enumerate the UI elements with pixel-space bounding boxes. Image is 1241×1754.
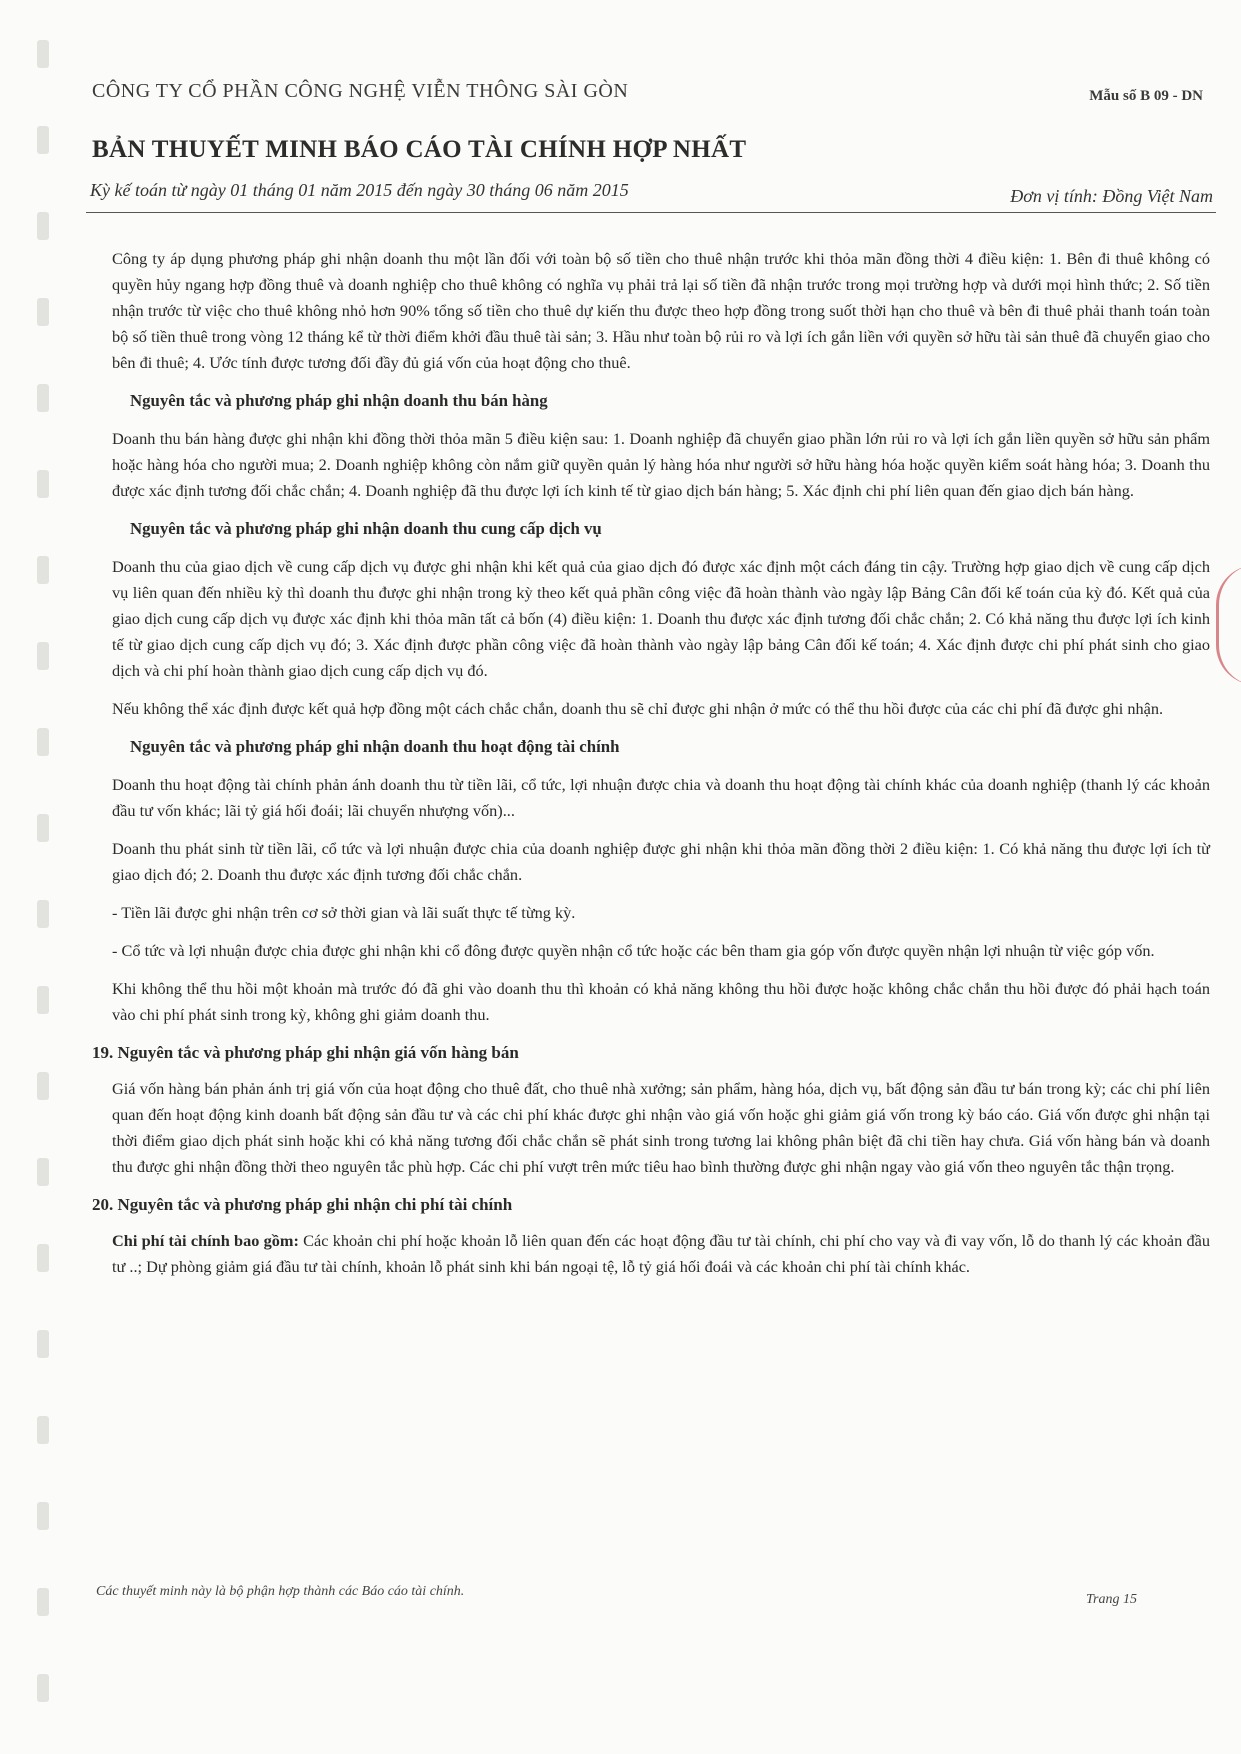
binding-holes xyxy=(34,40,52,1720)
stamp-edge xyxy=(1216,565,1241,685)
paragraph-financial-2: Doanh thu phát sinh từ tiền lãi, cổ tức và lợi nhuận được chia của doanh nghiệp được ghi nhận khi thỏa mãn đồng thời 2 điều kiện: 1. Có khả năng thu được lợi ích từ giao dịch đó; 2. Doanh thu được xác định tương đối chắc chắn. xyxy=(112,839,1210,884)
accounting-period: Kỳ kế toán từ ngày 01 tháng 01 năm 2015 đến ngày 30 tháng 06 năm 2015 xyxy=(90,180,629,200)
heading-section-20: 20. Nguyên tắc và phương pháp ghi nhận chi phí tài chính xyxy=(92,1195,513,1214)
heading-section-19: 19. Nguyên tắc và phương pháp ghi nhận giá vốn hàng bán xyxy=(92,1043,519,1062)
paragraph-section-19: Giá vốn hàng bán phản ánh trị giá vốn của hoạt động cho thuê đất, cho thuê nhà xưởng; sản phẩm, hàng hóa, dịch vụ, bất động sản đầu tư bán trong kỳ; các chi phí liên quan đến hoạt động kinh doanh bất động sản đầu tư và các chi phí khác được ghi nhận vào giá vốn hoặc ghi giảm giá vốn trong kỳ báo cáo. Giá vốn được ghi nhận tại thời điểm giao dịch phát sinh hoặc khi có khả năng tương đối chắc chắn sẽ phát sinh trong tương lai không phân biệt đã chi tiền hay chưa. Giá vốn hàng bán và doanh thu được ghi nhận đồng thời theo nguyên tắc phù hợp. Các chi phí vượt trên mức tiêu hao bình thường được ghi nhận ngay vào giá vốn theo nguyên tắc thận trọng. xyxy=(112,1079,1210,1176)
paragraph-service-revenue: Doanh thu của giao dịch về cung cấp dịch vụ được ghi nhận khi kết quả của giao dịch đó được xác định một cách đáng tin cậy. Trường hợp giao dịch về cung cấp dịch vụ liên quan đến nhiều kỳ thì doanh thu được ghi nhận trong kỳ theo kết quả phần công việc đã hoàn thành vào ngày lập Bảng Cân đối kế toán của kỳ đó. Kết quả của giao dịch cung cấp dịch vụ được xác định khi thỏa mãn tất cả bốn (4) điều kiện: 1. Doanh thu được xác định tương đối chắc chắn; 2. Có khả năng thu được lợi ích kinh tế từ giao dịch cung cấp dịch vụ đó; 3. Xác định được phần công việc đã hoàn thành vào ngày lập bảng Cân đối kế toán; 4. Xác định được chi phí phát sinh cho giao dịch và chi phí hoàn thành giao dịch cung cấp dịch vụ đó. xyxy=(112,557,1210,680)
page-number: Trang 15 xyxy=(1086,1592,1137,1607)
paragraph-financial-5: Khi không thể thu hồi một khoản mà trước đó đã ghi vào doanh thu thì khoản có khả năng không thu hồi được hoặc không chắc chắn thu hồi được đó phải hạch toán vào chi phí phát sinh trong kỳ, không ghi giảm doanh thu. xyxy=(112,979,1210,1024)
paragraph-section-20 xyxy=(112,1228,1210,1280)
heading-sales-revenue: Nguyên tắc và phương pháp ghi nhận doanh thu bán hàng xyxy=(130,391,548,410)
heading-service-revenue: Nguyên tắc và phương pháp ghi nhận doanh thu cung cấp dịch vụ xyxy=(130,519,602,538)
document-body xyxy=(92,246,1210,1292)
currency-unit: Đơn vị tính: Đồng Việt Nam xyxy=(1010,186,1213,206)
form-number: Mẫu số B 09 - DN xyxy=(1089,88,1203,104)
company-name: CÔNG TY CỔ PHẦN CÔNG NGHỆ VIỄN THÔNG SÀI GÒN xyxy=(92,80,629,102)
paragraph-financial-3: - Tiền lãi được ghi nhận trên cơ sở thời gian và lãi suất thực tế từng kỳ. xyxy=(112,903,576,922)
paragraph-uncertain-result: Nếu không thể xác định được kết quả hợp đồng một cách chắc chắn, doanh thu sẽ chỉ được ghi nhận ở mức có thể thu hồi được của các chi phí đã được ghi nhận. xyxy=(112,699,1164,718)
paragraph-financial-4: - Cổ tức và lợi nhuận được chia được ghi nhận khi cổ đông được quyền nhận cổ tức hoặc các bên tham gia góp vốn được quyền nhận lợi nhuận từ việc góp vốn. xyxy=(112,941,1155,960)
report-title: BẢN THUYẾT MINH BÁO CÁO TÀI CHÍNH HỢP NHẤT xyxy=(92,136,747,163)
paragraph-lease-revenue: Công ty áp dụng phương pháp ghi nhận doanh thu một lần đối với toàn bộ số tiền cho thuê nhận trước khi thỏa mãn đồng thời 4 điều kiện: 1. Bên đi thuê không có quyền hủy ngang hợp đồng thuê và doanh nghiệp cho thuê không có nghĩa vụ phải trả lại số tiền đã nhận trước trong mọi trường hợp và dưới mọi hình thức; 2. Số tiền nhận trước từ việc cho thuê không nhỏ hơn 90% tổng số tiền cho thuê dự kiến thu được theo hợp đồng trong suốt thời hạn cho thuê và bên đi thuê phải thanh toán toàn bộ số tiền thuê trong vòng 12 tháng kể từ thời điểm khởi đầu thuê tài sản; 3. Hầu như toàn bộ rủi ro và lợi ích gắn liền với quyền sở hữu tài sản thuê đã chuyển giao cho bên đi thuê; 4. Ước tính được tương đối đầy đủ giá vốn của hoạt động cho thuê. xyxy=(112,249,1210,372)
heading-financial-revenue: Nguyên tắc và phương pháp ghi nhận doanh thu hoạt động tài chính xyxy=(130,737,620,756)
footer-note: Các thuyết minh này là bộ phận hợp thành các Báo cáo tài chính. xyxy=(96,1584,465,1599)
paragraph-financial-1: Doanh thu hoạt động tài chính phản ánh doanh thu từ tiền lãi, cổ tức, lợi nhuận được chia và doanh thu hoạt động tài chính khác của doanh nghiệp (thanh lý các khoản đầu tư vốn khác; lãi tỷ giá hối đoái; lãi chuyển nhượng vốn)... xyxy=(112,775,1210,820)
header-divider xyxy=(86,212,1216,213)
paragraph-sales-revenue: Doanh thu bán hàng được ghi nhận khi đồng thời thỏa mãn 5 điều kiện sau: 1. Doanh nghiệp đã chuyển giao phần lớn rủi ro và lợi ích gắn liền quyền sở hữu sản phẩm hoặc hàng hóa cho người mua; 2. Doanh nghiệp không còn nắm giữ quyền quản lý hàng hóa như người sở hữu hàng hóa hoặc quyền kiểm soát hàng hóa; 3. Doanh thu được xác định tương đối chắc chắn; 4. Doanh nghiệp đã thu được lợi ích kinh tế từ giao dịch bán hàng; 5. Xác định chi phí liên quan đến giao dịch bán hàng. xyxy=(112,429,1210,500)
financial-expense-lead: Chi phí tài chính bao gồm: xyxy=(112,1231,299,1250)
financial-expense-text: Các khoản chi phí hoặc khoản lỗ liên quan đến các hoạt động đầu tư tài chính, chi phí cho vay và đi vay vốn, lỗ do thanh lý các khoản đầu tư ..; Dự phòng giảm giá đầu tư tài chính, khoản lỗ phát sinh khi bán ngoại tệ, lỗ tỷ giá hối đoái và các khoản chi phí tài chính khác. xyxy=(112,1231,1210,1276)
